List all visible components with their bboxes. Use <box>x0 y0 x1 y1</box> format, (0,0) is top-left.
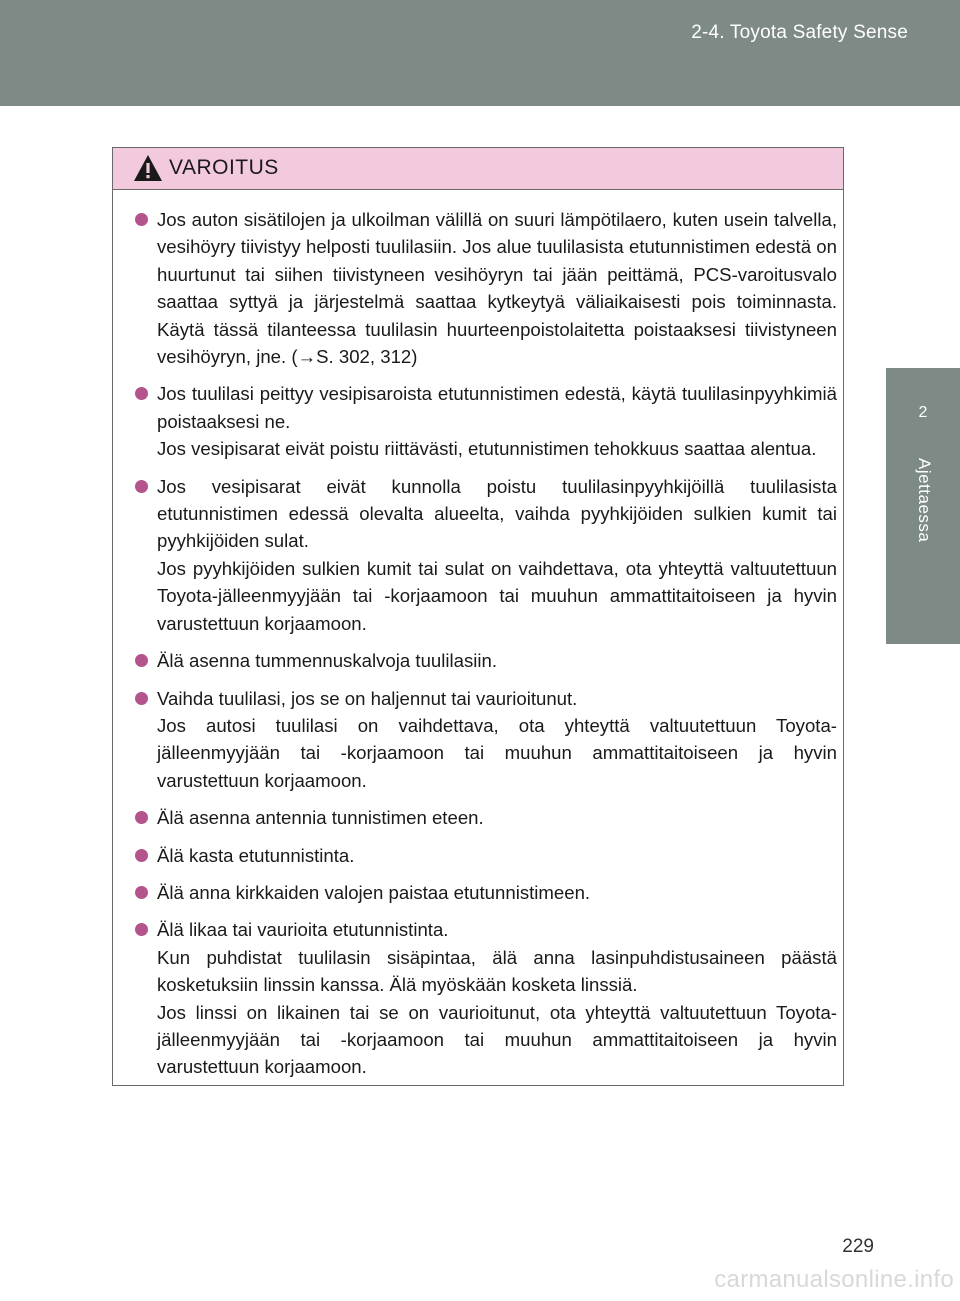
warning-item-text: Jos pyyhkijöiden sulkien kumit tai sulat on vaihdettava, ota yhteyttä valtuutettuun Toyota-jälleenmyyjään tai -korjaamoon tai muuhun ammattitaitoiseen ja hyvin varustettuun korjaamoon. <box>157 557 837 634</box>
warning-item <box>135 685 837 795</box>
warning-item <box>135 804 837 831</box>
warning-item-text: Älä asenna antennia tunnistimen eteen. <box>157 807 484 829</box>
warning-item-text: Jos autosi tuulilasi on vaihdettava, ota yhteyttä valtuutettuun Toyota-jälleenmyyjään tai -korjaamoon tai muuhun ammattitaitoiseen ja hyvin varustettuun korjaamoon. <box>157 714 837 791</box>
warning-triangle-icon <box>133 154 163 182</box>
header-bar <box>0 0 960 106</box>
section-title: 2-4. Toyota Safety Sense <box>691 22 908 43</box>
warning-item-text: Jos vesipisarat eivät kunnolla poistu tuulilasinpyyhkijöillä tuulilasista etutunnistimen edessä olevalta alueelta, vaihda pyyhkijöiden sulkien kumit tai pyyhkijöiden sulat. <box>157 475 837 552</box>
chapter-label: Ajettaessa <box>915 458 934 543</box>
bullet-icon <box>135 480 148 493</box>
warning-item-text: Kun puhdistat tuulilasin sisäpintaa, älä anna lasinpuhdistusaineen päästä kosketuksiin linssin kanssa. Älä myöskään kosketa linssiä. <box>157 946 837 996</box>
warning-item-text: Jos auton sisätilojen ja ulkoilman välillä on suuri lämpötilaero, kuten usein talvella, vesihöyry tiivistyy helposti tuulilasiin. Jos alue tuulilasista etutunnistimen edestä on huurtunut tai siihen tiivistyneen vesihöyryn tai jään peittämä, PCS-varoitusvalo saattaa syttyä ja järjestelmä saattaa kytkeytyä väliaikaisesti pois toiminnasta. Käytä tässä tilanteessa tuulilasin huurteenpoistolaitetta poistaaksesi tiivistyneen vesihöyryn, jne. (→S. 302, 312) <box>157 209 837 368</box>
bullet-icon <box>135 692 148 705</box>
page-number: 229 <box>842 1236 874 1257</box>
warning-item-text: Älä asenna tummennuskalvoja tuulilasiin. <box>157 650 498 672</box>
warning-item <box>135 473 837 637</box>
bullet-icon <box>135 811 148 824</box>
bullet-icon <box>135 886 148 899</box>
warning-item-text: Älä anna kirkkaiden valojen paistaa etutunnistimeen. <box>157 881 591 903</box>
warning-item-text: Jos vesipisarat eivät poistu riittävästi, etutunnistimen tehokkuus saattaa alentua. <box>157 438 817 460</box>
warning-item <box>135 206 837 370</box>
warning-box <box>112 147 844 1086</box>
chapter-number: 2 <box>918 404 928 421</box>
warning-item <box>135 916 837 1080</box>
warning-item-text: Älä kasta etutunnistinta. <box>157 844 355 866</box>
warning-item <box>135 842 837 869</box>
warning-item <box>135 380 837 462</box>
warning-item-text: Jos linssi on likainen tai se on vaurioitunut, ota yhteyttä valtuutettuun Toyota-jälleenmyyjään tai -korjaamoon tai muuhun ammattitaitoiseen ja hyvin varustettuun korjaamoon. <box>157 1001 837 1078</box>
warning-title: VAROITUS <box>169 156 279 179</box>
warning-item <box>135 647 837 674</box>
bullet-icon <box>135 387 148 400</box>
bullet-icon <box>135 849 148 862</box>
warning-item-text: Vaihda tuulilasi, jos se on haljennut tai vaurioitunut. <box>157 687 578 709</box>
chapter-side-tab <box>886 368 960 644</box>
watermark[interactable]: carmanualsonline.info <box>714 1266 954 1293</box>
side-tab-spacer <box>886 106 960 368</box>
warning-item-text: Älä likaa tai vaurioita etutunnistinta. <box>157 919 449 941</box>
warning-item-text: Jos tuulilasi peittyy vesipisaroista etutunnistimen edestä, käytä tuulilasinpyyhkimiä poistaaksesi ne. <box>157 383 837 432</box>
bullet-icon <box>135 654 148 667</box>
bullet-icon <box>135 213 148 226</box>
bullet-icon <box>135 923 148 936</box>
warning-header <box>113 148 843 190</box>
warning-body <box>113 190 843 1081</box>
warning-item <box>135 879 837 906</box>
